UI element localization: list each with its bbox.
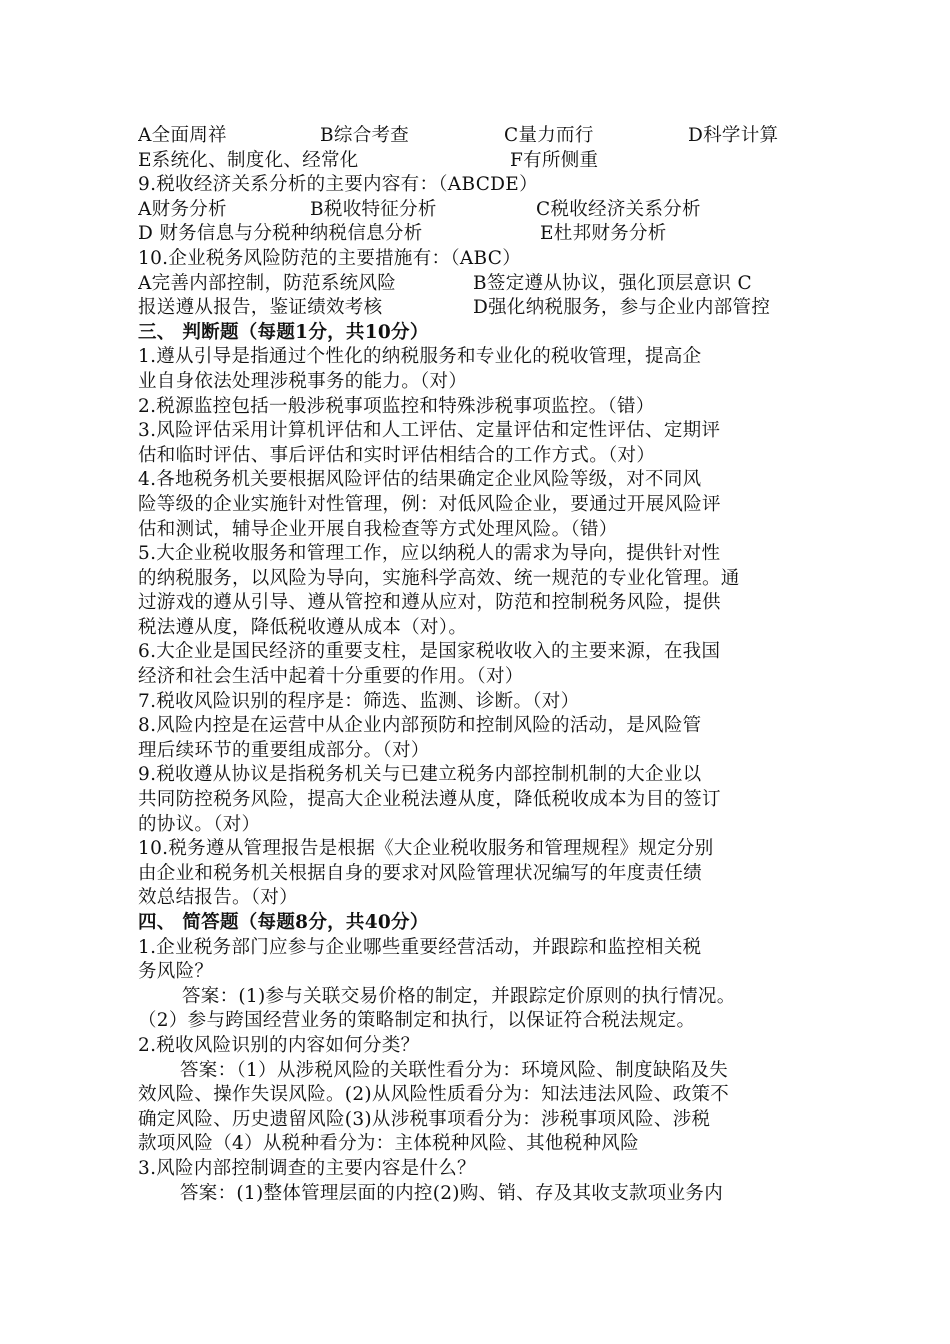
q8-option-e: E系统化、制度化、经常化 [138,149,359,171]
q8-option-b: B综合考查 [320,125,410,146]
q10-option-b: B签定遵从协议，强化顶层意识 C [473,272,752,294]
q8-option-a: A全面周祥 [138,125,227,146]
s3-line: 的协议。（对） [138,813,261,835]
q10-options-row-1 [138,272,830,297]
s3-line: 的纳税服务，以风险为导向，实施科学高效、统一规范的专业化管理。通 [138,567,740,589]
s3-line: 效总结报告。（对） [138,887,298,909]
q10-option-a: A完善内部控制，防范系统风险 [138,272,397,294]
s3-line: 6.大企业是国民经济的重要支柱，是国家税收收入的主要来源，在我国 [138,641,721,663]
s3-line: 8.风险内控是在运营中从企业内部预防和控制风险的活动，是风险管 [138,715,702,737]
s3-line: 2.税源监控包括一般涉税事项监控和特殊涉税事项监控。（错） [138,395,655,417]
s4-q2-question: 2.税收风险识别的内容如何分类？ [138,1034,420,1056]
s3-line: 过游戏的遵从引导、遵从管控和遵从应对，防范和控制税务风险，提供 [138,592,721,614]
section-3-title: 三、 判断题（每题1分，共10分） [138,321,429,343]
section-4-title: 四、 简答题（每题8分，共40分） [138,912,429,933]
s3-line: 税法遵从度，降低税收遵从成本（对）。 [138,616,468,638]
s4-q2-answer-cont: 款项风险（4）从税种看分为：主体税种风险、其他税种风险 [138,1133,639,1155]
s3-line: 经济和社会生活中起着十分重要的作用。（对） [138,666,524,688]
q10-options-row-2 [138,296,830,321]
s3-line: 估和临时评估、事后评估和实时评估相结合的工作方式。（对） [138,444,656,466]
s3-line: 险等级的企业实施针对性管理，例：对低风险企业，要通过开展风险评 [138,493,721,515]
q8-option-d: D科学计算 [688,125,779,146]
s3-line: 理后续环节的重要组成部分。（对） [138,739,430,761]
q10-option-d: D强化纳税服务，参与企业内部管控 [473,297,771,319]
s4-q2-answer-cont: 确定风险、历史遗留风险(3)从涉税事项看分为：涉税事项风险、涉税 [138,1108,711,1130]
s4-q1-answer-cont: （2）参与跨国经营业务的策略制定和执行，以保证符合税法规定。 [138,1010,696,1032]
q10-question: 10.企业税务风险防范的主要措施有：（ABC） [138,247,522,269]
q8-option-f: F有所侧重 [510,149,599,171]
s3-line: 业自身依法处理涉税事务的能力。（对） [138,370,468,392]
q9-option-a: A财务分析 [138,198,227,220]
q9-question: 9.税收经济关系分析的主要内容有：（ABCDE） [138,174,538,196]
q9-option-c: C税收经济关系分析 [536,198,701,220]
q8-option-c: C量力而行 [504,125,594,146]
q9-options-row-1 [138,198,830,223]
s3-line: 5.大企业税收服务和管理工作，应以纳税人的需求为导向，提供针对性 [138,543,721,565]
q10-option-c: 报送遵从报告，鉴证绩效考核 [138,297,383,319]
s4-q1-answer: 答案：(1)参与关联交易价格的制定，并跟踪定价原则的执行情况。 [182,985,736,1007]
s4-q2-answer: 答案：（1）从涉税风险的关联性看分为：环境风险、制度缺陷及失 [180,1059,729,1081]
q9-option-b: B税收特征分析 [310,198,437,220]
q9-option-e: E杜邦财务分析 [540,223,667,245]
s4-q1-line: 务风险？ [138,961,214,983]
s3-line: 4.各地税务机关要根据风险评估的结果确定企业风险等级，对不同风 [138,469,702,491]
q9-option-d: D 财务信息与分税种纳税信息分析 [138,223,423,245]
s3-line: 1.遵从引导是指通过个性化的纳税服务和专业化的税收管理，提高企 [138,346,702,368]
s3-line: 估和测试，辅导企业开展自我检查等方式处理风险。（错） [138,518,618,540]
s4-q3-answer: 答案：(1)整体管理层面的内控(2)购、销、存及其收支款项业务内 [180,1182,724,1204]
s4-q2-answer-cont: 效风险、操作失误风险。(2)从风险性质看分为：知法违法风险、政策不 [138,1084,730,1106]
q8-options-row-1 [138,124,830,149]
s3-line: 共同防控税务风险，提高大企业税法遵从度，降低税收成本为目的签订 [138,789,721,811]
s4-q1-line: 1.企业税务部门应参与企业哪些重要经营活动，并跟踪和监控相关税 [138,936,702,958]
s3-line: 3.风险评估采用计算机评估和人工评估、定量评估和定性评估、定期评 [138,420,721,442]
q8-options-row-2 [138,149,830,174]
s3-line: 10.税务遵从管理报告是根据《大企业税收服务和管理规程》规定分别 [138,838,714,860]
s3-line: 9.税收遵从协议是指税务机关与已建立税务内部控制机制的大企业以 [138,764,702,786]
q9-options-row-2 [138,222,830,247]
s3-line: 7.税收风险识别的程序是：筛选、监测、诊断。（对） [138,690,580,712]
s3-line: 由企业和税务机关根据自身的要求对风险管理状况编写的年度责任绩 [138,862,703,884]
s4-q3-question: 3.风险内部控制调查的主要内容是什么？ [138,1157,476,1179]
